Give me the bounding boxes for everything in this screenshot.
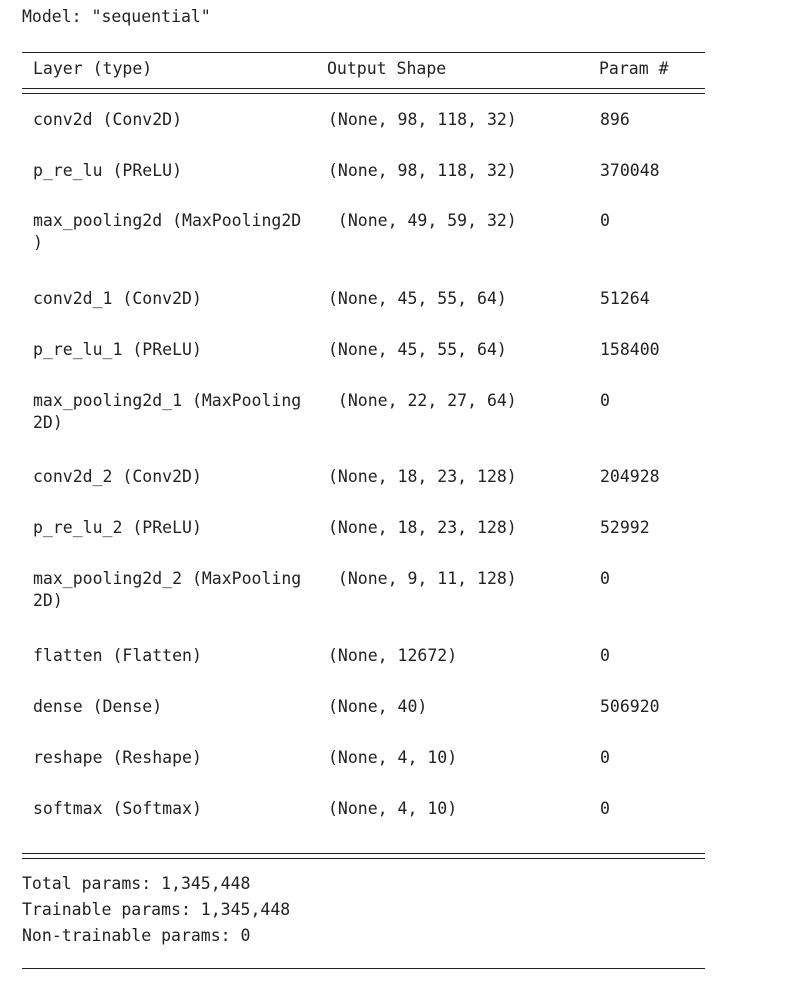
- header-double-rule: [22, 88, 705, 94]
- row-param-count: 506920: [600, 697, 660, 716]
- row-layer: max_pooling2d (MaxPooling2D ): [33, 211, 302, 252]
- row-layer: conv2d_2 (Conv2D): [33, 467, 202, 486]
- row-output-shape: (None, 45, 55, 64): [328, 340, 507, 359]
- row-layer: dense (Dense): [33, 697, 163, 716]
- bottom-rule: [22, 968, 705, 969]
- row-param-count: 0: [600, 799, 610, 818]
- row-output-shape: (None, 98, 118, 32): [328, 110, 517, 129]
- row-param-count: 0: [600, 748, 610, 767]
- row-output-shape: (None, 49, 59, 32): [328, 211, 517, 230]
- row-param-count: 0: [600, 646, 610, 665]
- row-layer: max_pooling2d_2 (MaxPooling 2D): [33, 569, 302, 610]
- row-output-shape: (None, 12672): [328, 646, 458, 665]
- row-param-count: 0: [600, 211, 610, 230]
- footer-double-rule: [22, 853, 705, 859]
- row-param-count: 204928: [600, 467, 660, 486]
- model-name-line: Model: "sequential": [22, 7, 211, 26]
- row-output-shape: (None, 4, 10): [328, 748, 458, 767]
- row-output-shape: (None, 4, 10): [328, 799, 458, 818]
- row-layer: p_re_lu (PReLU): [33, 161, 183, 180]
- row-layer: reshape (Reshape): [33, 748, 202, 767]
- row-param-count: 896: [600, 110, 630, 129]
- header-output-shape: Output Shape: [327, 59, 447, 78]
- header-param-count: Param #: [599, 59, 669, 78]
- row-output-shape: (None, 22, 27, 64): [328, 391, 517, 410]
- row-output-shape: (None, 18, 23, 128): [328, 467, 517, 486]
- row-output-shape: (None, 45, 55, 64): [328, 289, 507, 308]
- row-output-shape: (None, 18, 23, 128): [328, 518, 517, 537]
- row-layer: conv2d_1 (Conv2D): [33, 289, 202, 308]
- row-param-count: 51264: [600, 289, 650, 308]
- row-layer: flatten (Flatten): [33, 646, 202, 665]
- row-output-shape: (None, 40): [328, 697, 428, 716]
- row-layer: softmax (Softmax): [33, 799, 202, 818]
- row-layer: p_re_lu_1 (PReLU): [33, 340, 202, 359]
- row-output-shape: (None, 9, 11, 128): [328, 569, 517, 588]
- row-param-count: 0: [600, 391, 610, 410]
- header-layer-type: Layer (type): [33, 59, 153, 78]
- row-param-count: 0: [600, 569, 610, 588]
- trainable-params: Trainable params: 1,345,448: [22, 900, 291, 919]
- row-param-count: 158400: [600, 340, 660, 359]
- row-layer: p_re_lu_2 (PReLU): [33, 518, 202, 537]
- total-params: Total params: 1,345,448: [22, 874, 251, 893]
- top-rule: [22, 52, 705, 53]
- row-output-shape: (None, 98, 118, 32): [328, 161, 517, 180]
- model-summary: [22, 0, 722, 988]
- row-param-count: 52992: [600, 518, 650, 537]
- non-trainable-params: Non-trainable params: 0: [22, 926, 251, 945]
- row-layer: conv2d (Conv2D): [33, 110, 183, 129]
- row-layer: max_pooling2d_1 (MaxPooling 2D): [33, 391, 302, 432]
- row-param-count: 370048: [600, 161, 660, 180]
